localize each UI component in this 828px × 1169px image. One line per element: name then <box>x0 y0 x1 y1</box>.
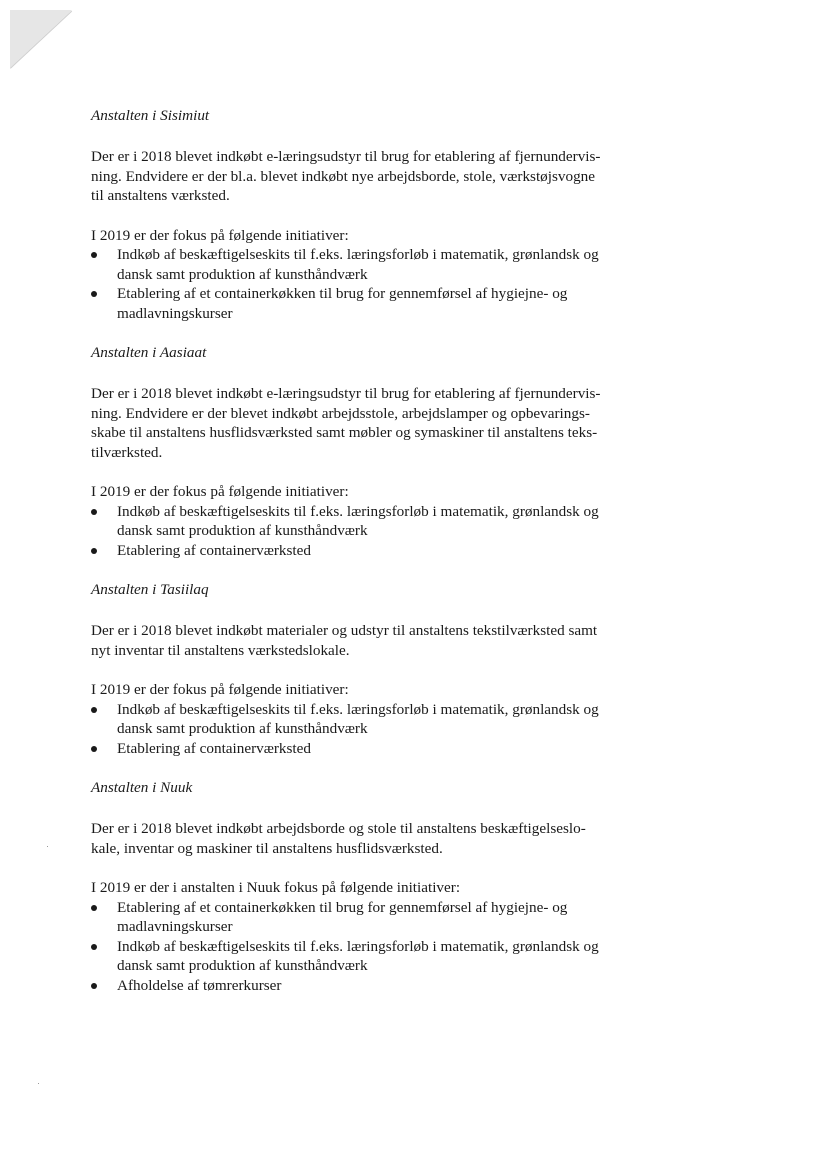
section <box>91 343 636 560</box>
initiatives-intro: I 2019 er der fokus på følgende initiativer: <box>91 681 349 698</box>
initiative-text: dansk samt produktion af kunsthåndværk <box>117 720 368 737</box>
bullet-icon <box>91 707 97 713</box>
initiative-text: madlavningskurser <box>117 304 233 322</box>
initiative-text: Indkøb af beskæftigelseskits til f.eks. læringsforløb i matematik, grønlandsk og <box>117 700 599 718</box>
bullet-icon <box>91 746 97 752</box>
scan-speck <box>38 1083 39 1084</box>
initiative-text: Indkøb af beskæftigelseskits til f.eks. læringsforløb i matematik, grønlandsk og <box>117 937 599 955</box>
initiative-text: Indkøb af beskæftigelseskits til f.eks. læringsforløb i matematik, grønlandsk og <box>117 246 599 263</box>
initiative-item <box>91 700 636 739</box>
paragraph-line: ning. Endvidere er der blevet indkøbt arbejdsstole, arbejdslamper og opbevarings- <box>91 404 590 422</box>
initiative-item <box>91 976 636 996</box>
section-heading: Anstalten i Sisimiut <box>91 107 210 124</box>
initiative-text: Afholdelse af tømrerkurser <box>117 976 282 994</box>
initiatives-intro: I 2019 er der fokus på følgende initiativer: <box>91 226 349 244</box>
initiative-item <box>91 898 636 937</box>
section <box>91 778 636 995</box>
section <box>91 580 636 758</box>
initiative-text: madlavningskurser <box>117 918 233 935</box>
initiatives-intro: I 2019 er der i anstalten i Nuuk fokus på følgende initiativer: <box>91 879 461 896</box>
paragraph-line: Der er i 2018 blevet indkøbt arbejdsborde og stole til anstaltens beskæftigelseslo- <box>91 820 586 837</box>
paragraph-line: skabe til anstaltens husflidsværksted samt møbler og symaskiner til anstaltens teks- <box>91 424 598 441</box>
initiative-item <box>91 502 636 541</box>
initiative-text: Etablering af containerværksted <box>117 739 311 757</box>
section-paragraph <box>91 384 636 462</box>
initiatives-list <box>91 898 636 996</box>
paragraph-line: Der er i 2018 blevet indkøbt e-læringsudstyr til brug for etablering af fjernundervis- <box>91 148 601 165</box>
paragraph-line: ning. Endvidere er der bl.a. blevet indkøbt nye arbejdsborde, stole, værkstøjsvogne <box>91 167 596 185</box>
bullet-icon <box>91 983 97 989</box>
section-paragraph <box>91 147 636 206</box>
document-page <box>91 106 636 1015</box>
section-paragraph <box>91 621 636 660</box>
initiative-text: Indkøb af beskæftigelseskits til f.eks. læringsforløb i matematik, grønlandsk og <box>117 502 599 520</box>
section-paragraph <box>91 819 636 858</box>
paragraph-line: til anstaltens værksted. <box>91 187 230 204</box>
section-heading: Anstalten i Nuuk <box>91 779 193 796</box>
section-heading: Anstalten i Aasiaat <box>91 344 207 361</box>
paragraph-line: nyt inventar til anstaltens værkstedslokale. <box>91 641 350 659</box>
initiative-item <box>91 284 636 323</box>
bullet-icon <box>91 509 97 515</box>
paragraph-line: tilværksted. <box>91 443 163 461</box>
initiative-item <box>91 937 636 976</box>
initiative-text: Etablering af et containerkøkken til brug for gennemførsel af hygiejne- og <box>117 285 568 302</box>
initiative-text: dansk samt produktion af kunsthåndværk <box>117 522 368 539</box>
initiative-item <box>91 541 636 561</box>
initiatives-list <box>91 245 636 323</box>
initiative-text: Etablering af et containerkøkken til brug for gennemførsel af hygiejne- og <box>117 898 568 916</box>
initiative-text: Etablering af containerværksted <box>117 541 311 559</box>
initiative-text: dansk samt produktion af kunsthåndværk <box>117 957 368 974</box>
initiatives-intro: I 2019 er der fokus på følgende initiativer: <box>91 483 349 500</box>
paragraph-line: Der er i 2018 blevet indkøbt materialer og udstyr til anstaltens tekstilværksted samt <box>91 622 598 639</box>
initiative-text: dansk samt produktion af kunsthåndværk <box>117 265 368 283</box>
bullet-icon <box>91 944 97 950</box>
paragraph-line: Der er i 2018 blevet indkøbt e-læringsudstyr til brug for etablering af fjernundervis- <box>91 385 601 402</box>
paragraph-line: kale, inventar og maskiner til anstaltens husflidsværksted. <box>91 839 443 857</box>
initiative-item <box>91 245 636 284</box>
scan-speck <box>47 846 48 847</box>
bullet-icon <box>91 291 97 297</box>
bullet-icon <box>91 905 97 911</box>
initiatives-list <box>91 502 636 561</box>
section <box>91 106 636 323</box>
section-heading: Anstalten i Tasiilaq <box>91 581 209 598</box>
initiative-item <box>91 739 636 759</box>
initiatives-list <box>91 700 636 759</box>
bullet-icon <box>91 252 97 258</box>
bullet-icon <box>91 548 97 554</box>
